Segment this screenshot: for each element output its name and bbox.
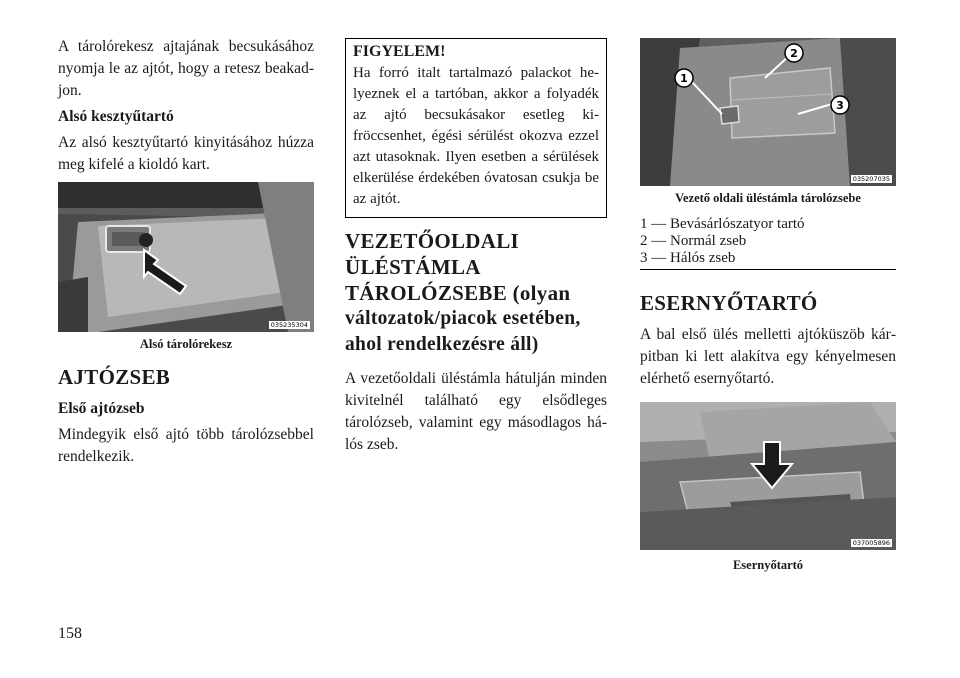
paragraph: A bal első ülés melletti ajtóküszöb kárpitban ki lett alakítva egy kényelmesen elérhető esernyőtartó. bbox=[640, 326, 896, 387]
legend-item: 1 — Bevásárlószatyor tartó bbox=[640, 216, 805, 232]
column-right bbox=[640, 38, 896, 573]
legend-list bbox=[640, 216, 896, 270]
paragraph: A tárolórekesz ajtajának becsukásához nyomja le az ajtót, hogy a retesz beakadjon. bbox=[58, 38, 314, 99]
figure-caption: Esernyőtartó bbox=[732, 558, 804, 572]
heading-line: változatok/piacok esetében, bbox=[345, 308, 581, 329]
heading-line: ÜLÉSTÁMLA bbox=[345, 255, 481, 279]
legend-item: 2 — Normál zseb bbox=[640, 233, 747, 249]
heading-line: TÁROLÓZSEBE (olyan bbox=[345, 281, 571, 305]
figure-code: 035235304 bbox=[270, 321, 308, 329]
column-middle bbox=[345, 38, 607, 456]
callout-label: 1 bbox=[680, 72, 688, 85]
heading-line: VEZETŐOLDALI bbox=[345, 229, 519, 253]
figure-caption: Alsó tárolórekesz bbox=[139, 337, 233, 351]
subheading-front-door-pocket: Első ajtózseb bbox=[58, 400, 145, 417]
heading-line: ahol rendelkezésre áll) bbox=[345, 334, 539, 355]
legend-item: 3 — Hálós zseb bbox=[640, 250, 736, 266]
umbrella-holder-image bbox=[640, 402, 896, 550]
column-left bbox=[58, 36, 314, 468]
subheading-lower-glovebox: Alsó kesztyűtartó bbox=[58, 108, 174, 125]
lower-glovebox-image bbox=[58, 182, 314, 332]
figure-code: 035207035 bbox=[852, 175, 890, 183]
callout-label: 3 bbox=[836, 99, 844, 112]
callout-label: 2 bbox=[790, 47, 798, 60]
seatback-pocket-image bbox=[640, 38, 896, 186]
paragraph: A vezetőoldali üléstámla hátulján minden kivitelnél található egy elsődleges tárolózseb, valamint egy másodlagos hálós zseb. bbox=[345, 370, 607, 453]
paragraph: Az alsó kesztyűtartó kinyitásához húzza meg kifelé a kioldó kart. bbox=[58, 134, 314, 173]
section-heading-umbrella-holder: ESERNYŐTARTÓ bbox=[640, 291, 818, 315]
figure-code: 037005896 bbox=[852, 539, 890, 547]
section-heading-seatback-pocket bbox=[345, 228, 607, 358]
warning-text: Ha forró italt tartalmazó palackot helyeznek el a tartóban, akkor a folyadék az ajtó becsukásakor esetleg kifröccsenhet, égési sérülést okozva ezzel azt utasoknak. Ilyen esetben a sérülések elkerülése érdekében óvatosan csukja be az ajtót. bbox=[353, 65, 599, 207]
figure-caption: Vezető oldali üléstámla tárolózsebe bbox=[675, 191, 861, 205]
paragraph: Mindegyik első ajtó több tárolózsebbel rendelkezik. bbox=[58, 426, 314, 465]
warning-box bbox=[345, 38, 607, 218]
section-heading-door-pocket: AJTÓZSEB bbox=[58, 365, 171, 389]
warning-title: FIGYELEM! bbox=[353, 43, 446, 60]
divider bbox=[640, 269, 896, 270]
page-number: 158 bbox=[58, 625, 82, 642]
